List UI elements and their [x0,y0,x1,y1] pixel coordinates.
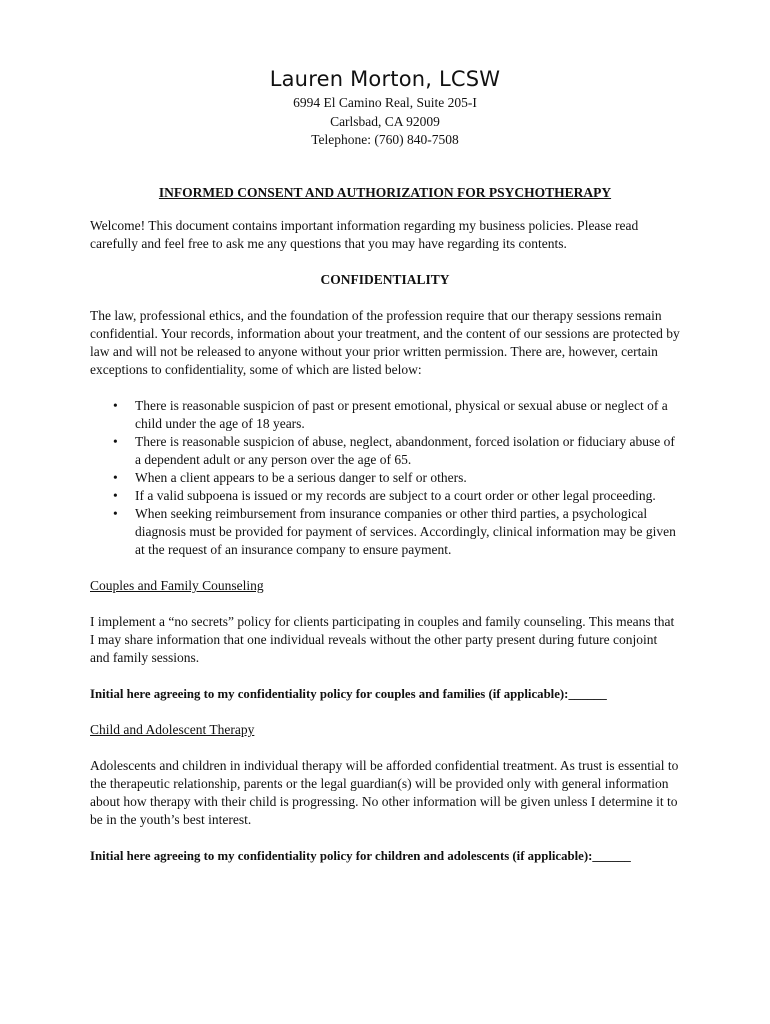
confidentiality-heading: CONFIDENTIALITY [320,272,450,287]
child-heading: Child and Adolescent Therapy [90,722,255,737]
list-item [90,397,680,433]
child-paragraph: Adolescents and children in individual therapy will be afforded confidential treatment. As trust is essential to the therapeutic relationship, parents or the legal guardian(s) will be provided only with general information about how therapy with their child is progressing. No other information will be given unless I determine it to be in the youth’s best interest. [90,758,679,827]
bullet-icon: • [113,470,118,485]
bullet-icon: • [113,506,118,521]
list-item [90,433,680,469]
document-title: INFORMED CONSENT AND AUTHORIZATION FOR PSYCHOTHERAPY [158,185,612,200]
couples-paragraph: I implement a “no secrets” policy for clients participating in couples and family counseling. This means that I may share information that one individual reveals without the other party present during future conjoint and family sessions. [90,614,675,665]
bullet-icon: • [113,488,118,503]
address-line-1: 6994 El Camino Real, Suite 205-I [293,95,477,110]
bullet-icon: • [113,398,118,413]
telephone: Telephone: (760) 840-7508 [311,132,459,147]
confidentiality-intro: The law, professional ethics, and the foundation of the profession require that our therapy sessions remain confidential. Your records, information about your treatment, and the content of our sessions are protected by law and will not be released to anyone without your prior written permission. There are, however, certain exceptions to confidentiality, some of which are listed below: [90,308,680,377]
provider-name: Lauren Morton, LCSW [269,67,501,91]
list-item-text: If a valid subpoena is issued or my records are subject to a court order or other legal proceeding. [135,488,656,503]
document-body [90,184,680,865]
welcome-paragraph: Welcome! This document contains important information regarding my business policies. Please read carefully and feel free to ask me any questions that you may have regarding its contents. [90,218,639,251]
letterhead [0,64,770,150]
list-item-text: When a client appears to be a serious danger to self or others. [135,470,467,485]
bullet-icon: • [113,434,118,449]
list-item [90,505,680,559]
list-item [90,469,680,487]
list-item [90,487,680,505]
exceptions-list [90,397,680,559]
couples-initial-line: Initial here agreeing to my confidentiality policy for couples and families (if applicable):______ [90,687,607,701]
address-line-2: Carlsbad, CA 92009 [330,113,440,129]
child-initial-line: Initial here agreeing to my confidentiality policy for children and adolescents (if applicable):______ [90,849,631,863]
list-item-text: When seeking reimbursement from insurance companies or other third parties, a psychological diagnosis must be provided for payment of services. Accordingly, clinical information may be given at the request of an insurance company to ensure payment. [135,506,676,557]
couples-heading: Couples and Family Counseling [90,578,264,593]
list-item-text: There is reasonable suspicion of past or present emotional, physical or sexual abuse or neglect of a child under the age of 18 years. [135,398,668,431]
list-item-text: There is reasonable suspicion of abuse, neglect, abandonment, forced isolation or fiduciary abuse of a dependent adult or any person over the age of 65. [135,434,675,467]
